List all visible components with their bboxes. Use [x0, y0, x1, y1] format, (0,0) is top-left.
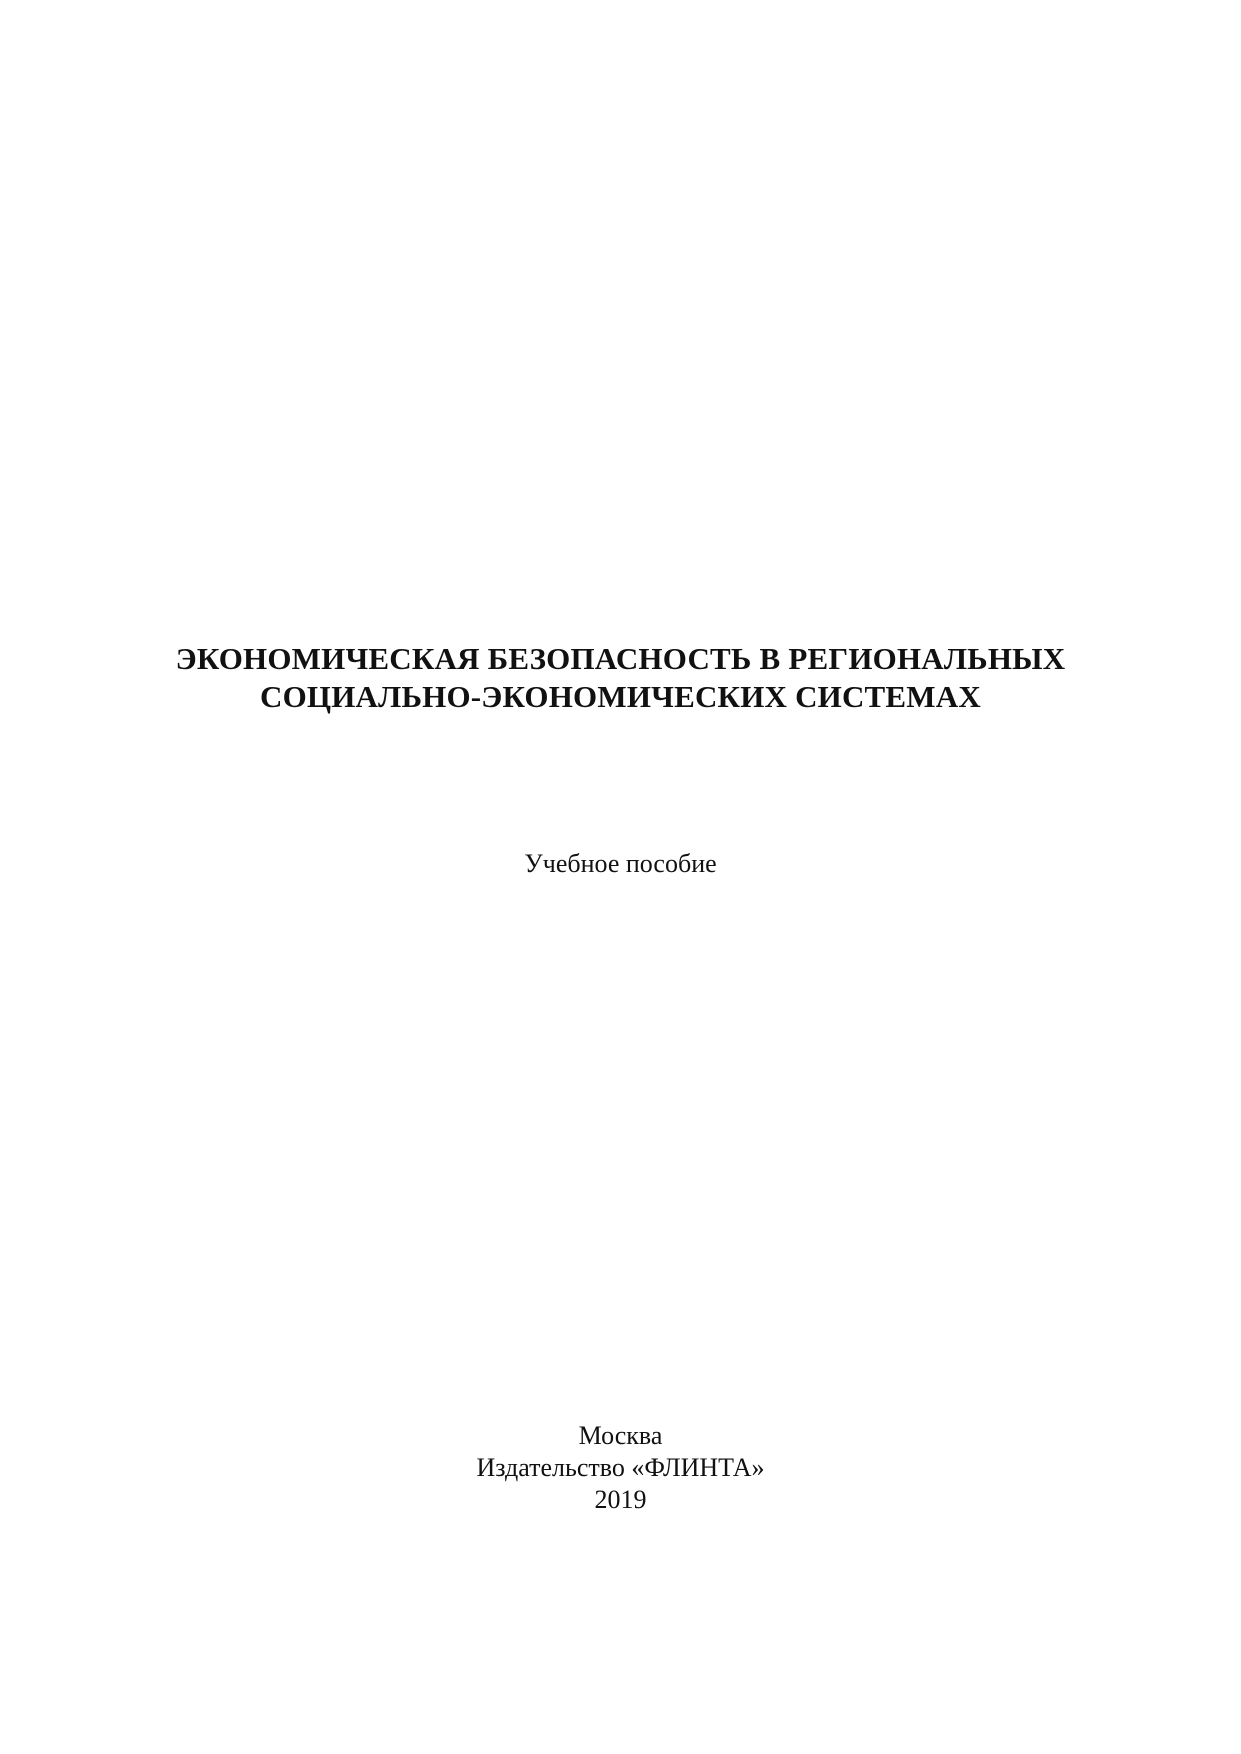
imprint-year: 2019 — [594, 1485, 647, 1514]
book-subtitle: Учебное пособие — [524, 849, 717, 878]
book-title-line-2: СОЦИАЛЬНО-ЭКОНОМИЧЕСКИХ СИСТЕМАХ — [260, 679, 981, 714]
imprint-city: Москва — [578, 1421, 663, 1450]
imprint-publisher: Издательство «ФЛИНТА» — [476, 1453, 765, 1482]
imprint — [0, 1420, 1241, 1516]
book-title — [0, 640, 1241, 716]
book-title-line-1: ЭКОНОМИЧЕСКАЯ БЕЗОПАСНОСТЬ В РЕГИОНАЛЬНЫХ — [175, 641, 1066, 676]
